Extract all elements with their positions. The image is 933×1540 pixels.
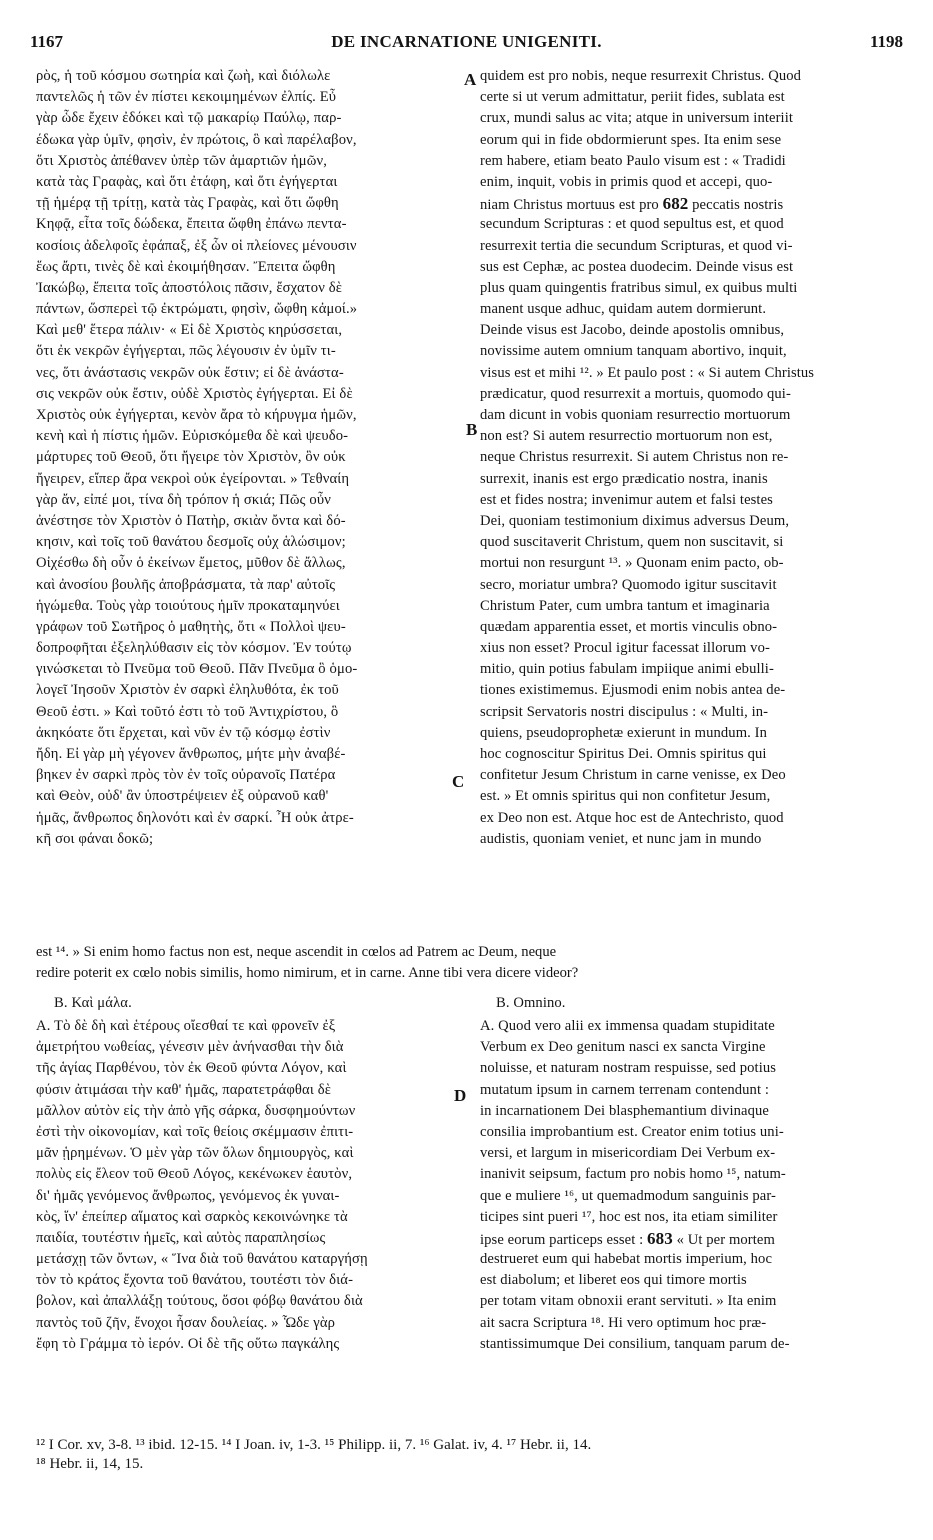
latin-text-line: ipse eorum particeps esset : 683 « Ut per mortem bbox=[480, 1228, 775, 1248]
full-width-text bbox=[36, 942, 898, 984]
latin-text-line: tiones existimemus. Ejusmodi enim nobis antea de- bbox=[480, 682, 786, 699]
greek-text-line: δι' ἡμᾶς γενόμενος ἄνθρωπος, γενόμενος ἐκ γυναι- bbox=[36, 1187, 340, 1204]
latin-text-line: manent usque adhuc, quidam autem dormierunt. bbox=[480, 301, 767, 318]
speaker-greek-block bbox=[36, 993, 466, 1014]
latin-text-line: confitetur Jesum Christum in carne venisse, ex Deo bbox=[480, 767, 786, 784]
greek-text-line: νες, ὅτι ἀνάστασις νεκρῶν οὐκ ἔστιν; εἰ δὲ ἀνάστα- bbox=[36, 364, 344, 381]
latin-text-line: surrexit, inanis est ergo prædicatio nostra, inanis bbox=[480, 470, 768, 487]
greek-text-line: βολον, καὶ ἀπαλλάξῃ τούτους, ὅσοι φόβῳ θανάτου διὰ bbox=[36, 1293, 363, 1310]
greek-column-lower bbox=[36, 1016, 466, 1355]
greek-text-line: γὰρ ὧδε ἔχειν ἐδόκει καὶ τῷ μακαρίῳ Παύλῳ, παρ- bbox=[36, 110, 342, 127]
latin-text-line: Verbum ex Deo genitum nasci ex sancta Virgine bbox=[480, 1039, 766, 1056]
greek-column bbox=[36, 66, 466, 850]
greek-text-line: πολὺς εἰς ἔλεον τοῦ Θεοῦ Λόγος, κεκένωκεν ἑαυτὸν, bbox=[36, 1166, 353, 1183]
latin-text-line: mutatum ipsum in carnem terrenam contendunt : bbox=[480, 1081, 769, 1098]
greek-text-line: Χριστὸς οὐκ ἐγήγερται, κενὸν ἄρα τὸ κήρυγμα ἡμῶν, bbox=[36, 407, 357, 423]
latin-text-line: prædicatur, quod resurrexit a mortuis, quomodo qui- bbox=[480, 385, 791, 402]
latin-text-line: est et fides nostra; invenimur autem et falsi testes bbox=[480, 491, 773, 508]
page-number-left: 1167 bbox=[30, 32, 64, 51]
latin-text-line: quidem est pro nobis, neque resurrexit Christus. Quod bbox=[480, 68, 802, 84]
greek-text-line: ἡμᾶς, ἄνθρωπος δηλονότι καὶ ἐν σαρκί. Ἦ οὐκ ἀτρε- bbox=[36, 809, 354, 826]
latin-text-line: quiens, pseudoprophetæ exierunt in mundum. In bbox=[480, 724, 768, 741]
latin-text-line: que e muliere ¹⁶, ut quemadmodum sanguinis par- bbox=[480, 1187, 776, 1204]
latin-text-line: est. » Et omnis spiritus qui non confitetur Jesum, bbox=[480, 788, 771, 805]
latin-text-line: resurrexit tertia die secundum Scripturas, et quod vi- bbox=[480, 237, 793, 254]
latin-text-line: A. Quod vero alii ex immensa quadam stupiditate bbox=[480, 1018, 775, 1034]
full-text-line: redire poterit ex cœlo nobis similis, homo nimirum, et in carne. Anne tibi vera dicere videor? bbox=[36, 965, 579, 982]
latin-text-line: audistis, quoniam veniet, et nunc jam in mundo bbox=[480, 830, 762, 847]
greek-text-line: έδωκα γὰρ ὑμῖν, φησὶν, ἐν πρώτοις, ὃ καὶ παρέλαβον, bbox=[36, 131, 357, 148]
column-number: 683 bbox=[647, 1228, 673, 1248]
greek-text-line: ἔφη τὸ Γράμμα τὸ ἱερόν. Οἱ δὲ τῆς οὕτω παγκάλης bbox=[36, 1335, 340, 1352]
latin-text-line: crux, mundi salus ac vita; atque in universum interiit bbox=[480, 110, 794, 127]
greek-text-line: κησιν, καὶ τοῖς τοῦ θανάτου δεσμοῖς οὐχ ἁλώσιμον; bbox=[36, 534, 346, 551]
latin-text-line: stantissimumque Dei consilium, tanquam parum de- bbox=[480, 1335, 790, 1352]
speaker-greek: Β. Καὶ μάλα. bbox=[54, 995, 132, 1011]
latin-text-line: sus est Cephæ, ac postea duodecim. Deinde visus est bbox=[480, 258, 794, 275]
greek-text-line: κὸς, ἵν' ἐπείπερ αἵματος καὶ σαρκὸς κεκοινώνηκε τὰ bbox=[36, 1208, 348, 1225]
latin-text-line: niam Christus mortuus est pro 682 peccatis nostris bbox=[480, 194, 784, 214]
greek-text-line: παντελῶς ἡ τῶν ἐν πίστει κεκοιμημένων ἐλπίς. Εὖ bbox=[36, 89, 337, 106]
greek-text-line: πάντων, ὥσπερεὶ τῷ ἐκτρώματι, φησὶν, ὤφθη κἀμοί.» bbox=[36, 301, 358, 318]
greek-text-line: Καὶ μεθ' ἕτερα πάλιν· « Εἰ δὲ Χριστὸς κηρύσσεται, bbox=[36, 322, 343, 339]
latin-text-line: inanivit seipsum, factum pro nobis homo ¹⁵, natum- bbox=[480, 1166, 786, 1183]
greek-text-line: δοπροφῆται ἐξεληλύθασιν εἰς τὸν κόσμον. Ἐν τούτῳ bbox=[36, 640, 352, 657]
greek-text-line: ἀμετρήτου νωθείας, γένεσιν μὲν ἀνήνασθαι τὴν διὰ bbox=[36, 1039, 344, 1056]
greek-text-line: Α. Τὸ δὲ δὴ καὶ ἑτέρους οἴεσθαί τε καὶ φρονεῖν ἐξ bbox=[36, 1018, 336, 1034]
greek-text-line: τῆς ἁγίας Παρθένου, τὸν ἐκ Θεοῦ φύντα Λόγον, καὶ bbox=[36, 1060, 347, 1077]
latin-text-line: enim, inquit, vobis in primis quod et accepi, quo- bbox=[480, 173, 773, 190]
latin-text-line: secro, moriatur umbra? Quomodo igitur suscitavit bbox=[480, 576, 777, 593]
latin-text-line: mitio, quin potius fabulam impiique animi ebulli- bbox=[480, 661, 774, 678]
greek-text-line: γινώσκεται τὸ Πνεῦμα τοῦ Θεοῦ. Πᾶν Πνεῦμα ὃ ὁμο- bbox=[36, 661, 358, 678]
section-marker-b: B bbox=[466, 420, 478, 439]
greek-text-line: Κηφᾷ, εἶτα τοῖς δώδεκα, ἔπειτα ὤφθη ἐπάνω πεντα- bbox=[36, 216, 347, 233]
latin-text-line: rem habere, etiam beato Paulo visum est : « Tradidi bbox=[480, 152, 786, 169]
footnote-line: ¹⁸ Hebr. ii, 14, 15. bbox=[36, 1456, 144, 1472]
greek-text-line: κατὰ τὰς Γραφὰς, καὶ ὅτι ἐτάφη, καὶ ὅτι ἐγήγερται bbox=[36, 173, 338, 190]
greek-text-line: ἤγειρεν, εἴπερ ἄρα νεκροὶ οὐκ ἐγείρονται. » Τεθναίη bbox=[36, 470, 350, 487]
latin-text-line: quod suscitaverit Christum, quem non suscitavit, si bbox=[480, 534, 784, 551]
greek-text-line: ἤδη. Εἰ γὰρ μὴ γέγονεν ἄνθρωπος, μήτε μὴν ἀναβέ- bbox=[36, 746, 346, 762]
greek-text-line: παντὸς τοῦ ζῆν, ἔνοχοι ἦσαν δουλείας. » Ὧδε γὰρ bbox=[36, 1314, 336, 1331]
latin-text-line: Christum Pater, cum umbra tantum et imaginaria bbox=[480, 597, 770, 614]
greek-text-line: γὰρ ἄν, εἰπέ μοι, τίνα δὴ τρόπον ἡ σκιά; Πῶς οὖν bbox=[36, 491, 331, 508]
latin-text-line: non est? Si autem resurrectio mortuorum non est, bbox=[480, 428, 773, 445]
greek-text-line: καὶ ἀνοσίου βουλῆς ἀποβράσματα, τὰ παρ' αὐτοῖς bbox=[36, 576, 336, 593]
latin-text-line: scripsit Servatoris nostri discipulus : « Multi, in- bbox=[480, 703, 769, 720]
speaker-latin: B. Omnino. bbox=[496, 995, 566, 1011]
greek-text-line: σις νεκρῶν οὐκ ἔστιν, οὐδὲ Χριστὸς ἐγήγερται. Εἰ δὲ bbox=[36, 385, 353, 402]
latin-text-line: in incarnationem Dei blasphemantium divinaque bbox=[480, 1102, 769, 1119]
greek-text-line: λογεῖ Ἰησοῦν Χριστὸν ἐν σαρκὶ ἐληλυθότα, ἐκ τοῦ bbox=[36, 682, 339, 699]
page-number-right: 1198 bbox=[869, 32, 903, 51]
greek-text-line: Θεοῦ ἐστι. » Καὶ τοῦτό ἐστι τὸ τοῦ Ἀντιχρίστου, ὃ bbox=[36, 703, 339, 720]
speaker-latin-block bbox=[480, 993, 898, 1014]
page-header bbox=[30, 30, 903, 56]
latin-text-line: plus quam quingentis fratribus simul, ex quibus multi bbox=[480, 279, 798, 296]
greek-text-line: ἀνέστησε τὸν Χριστὸν ὁ Πατὴρ, σκιὰν ὄντα καὶ δό- bbox=[36, 512, 346, 529]
greek-text-line: μάρτυρες τοῦ Θεοῦ, ὅτι ἤγειρε τὸν Χριστὸν, ὃν οὐκ bbox=[36, 449, 346, 466]
latin-text-line: visus est et mihi ¹². » Et paulo post : « Si autem Christus bbox=[480, 364, 815, 381]
greek-text-line: παιδία, τουτέστιν ἡμεῖς, καὶ αὐτὸς παραπλησίως bbox=[36, 1229, 326, 1246]
greek-text-line: ρὸς, ἡ τοῦ κόσμου σωτηρία καὶ ζωὴ, καὶ διόλωλε bbox=[36, 68, 331, 84]
latin-text-line: destrueret eum qui habebat mortis imperium, hoc bbox=[480, 1251, 773, 1268]
greek-text-line: ἡγώμεθα. Τοὺς γὰρ τοιούτους ἡμῖν προκαταμηνύει bbox=[36, 597, 340, 614]
latin-text-line: novissime autem omnium tanquam abortivo, inquit, bbox=[480, 343, 787, 360]
latin-text-line: ticipes sint pueri ¹⁷, hoc est nos, ita etiam similiter bbox=[480, 1208, 778, 1225]
greek-text-line: καὶ Θεὸν, οὐδ' ἂν ὑποστρέψειεν ἐξ οὐρανοῦ καθ' bbox=[36, 788, 329, 805]
greek-text-line: μᾶλλον αὐτὸν εἰς τὴν ἀπὸ γῆς σάρκα, δυσφημούντων bbox=[36, 1102, 356, 1119]
latin-text-line: hoc cognoscitur Spiritus Dei. Omnis spiritus qui bbox=[480, 746, 767, 762]
latin-text-line: secundum Scripturas : et quod sepultus est, et quod bbox=[480, 216, 784, 233]
greek-text-line: ὅτι ἐκ νεκρῶν ἐγήγερται, πῶς λέγουσιν ἐν ὑμῖν τι- bbox=[36, 343, 336, 360]
latin-text-line: Deinde visus est Jacobo, deinde apostolis omnibus, bbox=[480, 322, 785, 339]
greek-text-line: ἐστὶ τὴν οἰκονομίαν, καὶ τοῖς θείοις σκέμμασιν ἐπιτι- bbox=[36, 1123, 354, 1140]
full-text-line: est ¹⁴. » Si enim homo factus non est, neque ascendit in cœlos ad Patrem ac Deum, neque bbox=[36, 944, 557, 960]
latin-text-line: neque Christus resurrexit. Si autem Christus non re- bbox=[480, 449, 789, 466]
greek-text-line: μετάσχῃ τῶν ὄντων, « Ἵνα διὰ τοῦ θανάτου καταργήσῃ bbox=[36, 1251, 368, 1268]
latin-text-line: mortui non resurgunt ¹³. » Quonam enim pacto, ob- bbox=[480, 555, 784, 572]
greek-text-line: κοσίοις ἀδελφοῖς ἐφάπαξ, ἐξ ὧν οἱ πλείονες μένουσιν bbox=[36, 237, 357, 254]
latin-text-line: consilia improbantium est. Creator enim totius uni- bbox=[480, 1123, 784, 1140]
latin-text-line: noluisse, et naturam nostram respuisse, sed potius bbox=[480, 1060, 777, 1077]
greek-text-line: κενὴ καὶ ἡ πίστις ἡμῶν. Εὑρισκόμεθα δὲ καὶ ψευδο- bbox=[36, 428, 349, 445]
greek-text-line: μᾶν ᾑρημένων. Ὁ μὲν γὰρ τῶν ὅλων δημιουργὸς, καὶ bbox=[36, 1145, 354, 1162]
latin-text-line: Dei, quoniam testimonium diximus adversus Deum, bbox=[480, 512, 790, 529]
greek-text-line: ἀκηκόατε ὅτι ἔρχεται, καὶ νῦν ἐν τῷ κόσμῳ ἐστὶν bbox=[36, 724, 331, 741]
greek-text-line: τὸν τὸ κράτος ἔχοντα τοῦ θανάτου, τουτέστι τὸν διά- bbox=[36, 1272, 354, 1289]
greek-text-line: Ἰακώβῳ, ἔπειτα τοῖς ἀποστόλοις πᾶσιν, ἔσχατον δὲ bbox=[36, 279, 343, 296]
greek-text-line: γράφων τοῦ Σωτῆρος ὁ μαθητὴς, ὅτι « Πολλοὶ ψευ- bbox=[36, 618, 346, 635]
greek-text-line: Οἰχέσθω δὴ οὖν ὁ ἐκείνων ἔμετος, μῦθον δὲ ἄλλως, bbox=[36, 555, 346, 572]
latin-text-line: per totam vitam obnoxii erant servituti. » Ita enim bbox=[480, 1293, 777, 1310]
section-marker-a: A bbox=[464, 70, 477, 89]
latin-text-line: versi, et largum in misericordiam Dei Verbum ex- bbox=[480, 1145, 776, 1162]
column-number: 682 bbox=[662, 194, 689, 214]
greek-text-line: ὅτι Χριστὸς ἀπέθανεν ὑπὲρ τῶν ἁμαρτιῶν ἡμῶν, bbox=[36, 152, 328, 169]
latin-column-lower bbox=[480, 1016, 898, 1355]
section-marker-c: C bbox=[452, 772, 465, 791]
footnotes bbox=[36, 1436, 898, 1474]
section-marker-d: D bbox=[454, 1086, 467, 1105]
latin-text-line: ex Deo non est. Atque hoc est de Antechristo, quod bbox=[480, 809, 784, 826]
latin-text-line: ait sacra Scriptura ¹⁸. Hi vero optimum hoc præ- bbox=[480, 1314, 767, 1331]
greek-text-line: βηκεν ἐν σαρκὶ πρὸς τὸν ἐν τοῖς οὐρανοῖς Πατέρα bbox=[36, 767, 336, 784]
latin-text-line: xius non esset? Procul igitur facessat illorum vo- bbox=[480, 640, 770, 657]
footnote-line: ¹² I Cor. xv, 3-8. ¹³ ibid. 12-15. ¹⁴ I Joan. iv, 1-3. ¹⁵ Philipp. ii, 7. ¹⁶ Galat. iv, 4. ¹⁷ Hebr. ii, 14. bbox=[36, 1437, 592, 1453]
running-title: DE INCARNATIONE UNIGENITI. bbox=[331, 32, 602, 51]
latin-column bbox=[480, 66, 898, 850]
greek-text-line: ἕως ἄρτι, τινὲς δὲ καὶ ἐκοιμήθησαν. Ἔπειτα ὤφθη bbox=[36, 258, 336, 275]
greek-text-line: τῇ ἡμέρᾳ τῇ τρίτῃ, κατὰ τὰς Γραφὰς, καὶ ὅτι ὤφθη bbox=[36, 195, 339, 212]
greek-text-line: φύσιν ἀτιμάσαι τὴν καθ' ἡμᾶς, παρατετράφθαι δὲ bbox=[36, 1081, 332, 1098]
latin-text-line: certe si ut verum admittatur, periit fides, sublata est bbox=[480, 89, 785, 106]
latin-text-line: est diabolum; et liberet eos qui timore mortis bbox=[480, 1272, 747, 1289]
latin-text-line: eorum qui in fide obdormierunt spes. Ita enim sese bbox=[480, 131, 782, 148]
latin-text-line: quædam apparentia esset, et mortis vinculis obno- bbox=[480, 618, 778, 635]
latin-text-line: dam dicunt in vobis quoniam resurrectio mortuorum bbox=[480, 407, 791, 423]
greek-text-line: κῆ σοι φάναι δοκῶ; bbox=[36, 830, 154, 847]
